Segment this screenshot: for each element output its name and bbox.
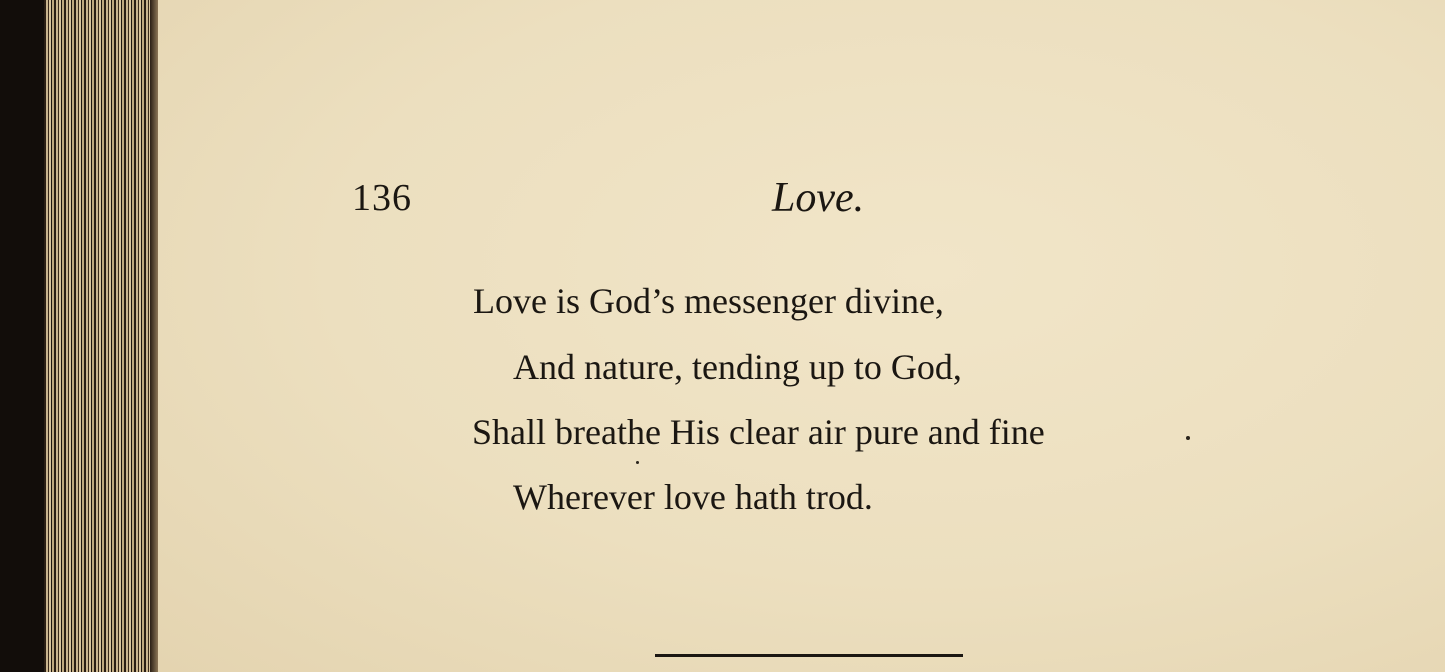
ornamental-rule [655, 654, 963, 657]
page-edges [44, 0, 158, 672]
running-head-title: Love. [772, 175, 865, 221]
poem-line-3: Shall breathe His clear air pure and fine [472, 412, 1045, 452]
book-binding [0, 0, 48, 672]
ink-speck [1186, 436, 1190, 440]
poem-line-1: Love is God’s messenger divine, [473, 281, 944, 321]
poem-line-2: And nature, tending up to God, [513, 347, 962, 387]
poem-line-4: Wherever love hath trod. [513, 477, 873, 517]
paper-page [158, 0, 1445, 672]
ink-speck [636, 461, 639, 464]
page-number: 136 [352, 177, 412, 219]
